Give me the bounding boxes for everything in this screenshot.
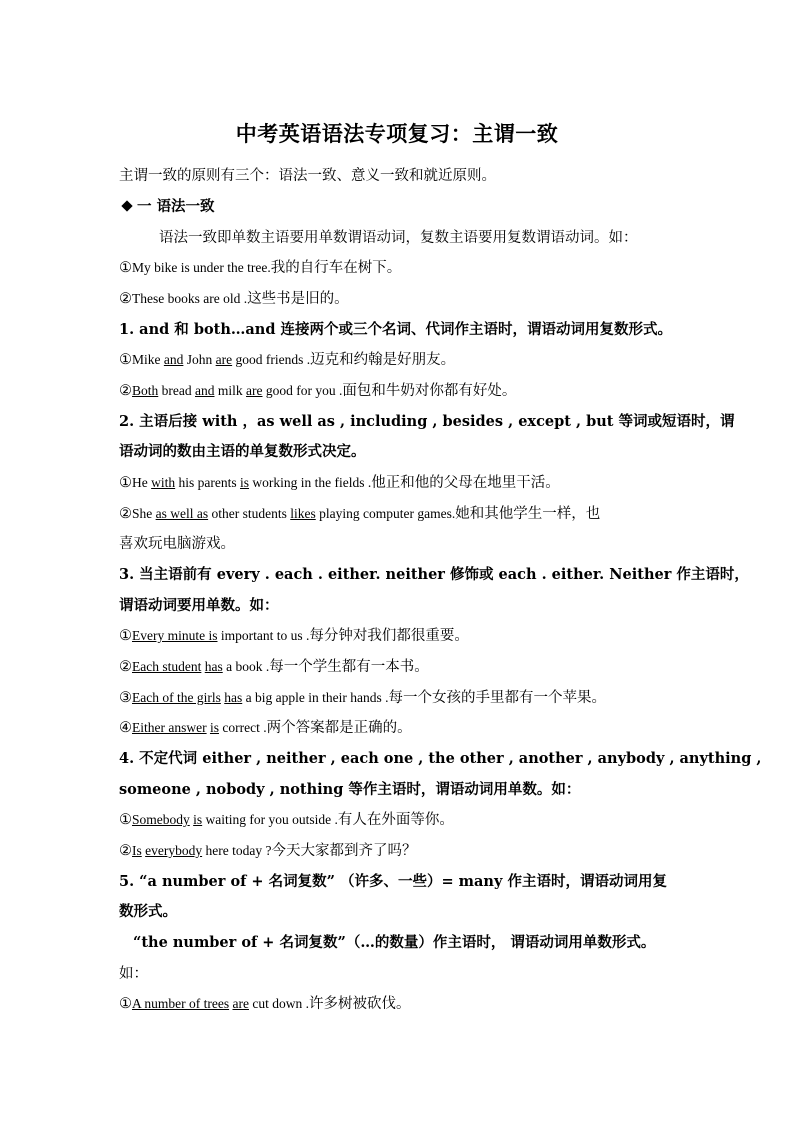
example-chinese: 每分钟对我们都很重要。 [309, 628, 469, 644]
underlined-word: has [204, 659, 223, 674]
example-english: My bike is under the tree. [132, 260, 271, 275]
underlined-word: are [232, 996, 249, 1011]
example-line [119, 657, 679, 677]
example-text: good for you . [262, 383, 343, 398]
example-line [119, 810, 679, 830]
example-chinese: 她和其他学生一样，也 [455, 506, 601, 522]
example-number: ① [119, 352, 132, 368]
example-text: a book . [222, 659, 270, 674]
page-title: 中考英语语法专项复习：主谓一致 [235, 121, 559, 146]
example-text: correct . [218, 720, 267, 735]
example-line [119, 350, 679, 370]
section-marker: 一 [137, 198, 152, 215]
example-line [119, 381, 679, 401]
underlined-word: has [224, 690, 243, 705]
example-chinese: 我的自行车在树下。 [270, 260, 402, 276]
rule-heading: 1. and 和 both…and 连接两个或三个名词、代词作主语时，谓语动词用复数形式。 [119, 321, 673, 338]
example-continuation: 喜欢玩电脑游戏。 [119, 536, 235, 552]
underlined-word: Either answer [132, 720, 207, 735]
example-line [119, 688, 679, 708]
example-chinese: 这些书是旧的。 [247, 291, 349, 307]
rule-heading: 谓语动词要用单数。如： [119, 597, 279, 614]
example-number: ② [119, 291, 132, 307]
example-number: ③ [119, 690, 132, 706]
example-text: Mike [132, 352, 164, 367]
example-text: John [183, 352, 216, 367]
example-number: ④ [119, 720, 132, 736]
underlined-word: with [151, 475, 176, 490]
example-number: ① [119, 812, 132, 828]
example-text: working in the fields . [249, 475, 372, 490]
underlined-word: Each of the girls [132, 690, 221, 705]
example-line [119, 626, 679, 646]
underlined-word: and [195, 383, 215, 398]
example-line [119, 258, 679, 278]
underlined-word: as well as [155, 506, 209, 521]
example-english: These books are old . [132, 291, 248, 306]
example-line [119, 289, 679, 309]
underlined-word: Both [132, 383, 159, 398]
example-number: ① [119, 996, 132, 1012]
example-number: ② [119, 383, 132, 399]
example-chinese: 有人在外面等你。 [337, 812, 454, 828]
example-line [119, 718, 679, 738]
example-text: waiting for you outside . [202, 812, 338, 827]
example-text: cut down . [248, 996, 309, 1011]
example-number: ② [119, 659, 132, 675]
underlined-word: Each student [132, 659, 202, 674]
underlined-word: Every minute [132, 628, 209, 643]
underlined-word: likes [290, 506, 316, 521]
underlined-word: Somebody [132, 812, 190, 827]
example-chinese: 面包和牛奶对你都有好处。 [342, 383, 517, 399]
section-description: 语法一致即单数主语要用单数谓语动词，复数主语要用复数谓语动词。如： [159, 230, 638, 246]
rule-heading: 语动词的数由主语的单复数形式决定。 [119, 443, 366, 460]
rule-heading: 4. 不定代词 either , neither , each one , the other , another , anybody , anything , [119, 750, 762, 767]
example-text: playing computer games. [315, 506, 456, 521]
example-number: ① [119, 628, 132, 644]
underlined-word: is [240, 475, 250, 490]
example-chinese: 许多树被砍伐。 [308, 996, 411, 1012]
example-chinese: 迈克和约翰是好朋友。 [310, 352, 456, 368]
underlined-word: are [215, 352, 233, 367]
underlined-word: is [209, 720, 219, 735]
example-text: She [132, 506, 156, 521]
underlined-word: and [163, 352, 184, 367]
example-text: his parents [175, 475, 241, 490]
rule-heading: 数形式。 [119, 903, 177, 920]
example-text: good friends . [232, 352, 311, 367]
example-text: a big apple in their hands . [242, 690, 389, 705]
example-text: important to us . [217, 628, 310, 643]
underlined-word: A number of trees [132, 996, 230, 1011]
rule-heading: “the number of + 名词复数”（…的数量）作主语时， 谓语动词用单数形式。 [133, 934, 656, 951]
example-text: He [132, 475, 152, 490]
rule-heading: someone , nobody , nothing 等作主语时，谓语动词用单数。如： [119, 781, 581, 798]
underlined-word: are [246, 383, 263, 398]
underlined-word: is [193, 812, 203, 827]
example-number: ① [119, 260, 132, 276]
rule-heading: 3. 当主语前有 every . each . either. neither 修饰或 each . either. Neither 作主语时， [119, 566, 749, 583]
rule-heading: 2. 主语后接 with ，as well as , including , besides , except , but 等词或短语时，谓 [119, 413, 735, 430]
underlined-word: everybody [145, 843, 203, 858]
underlined-word: Is [132, 843, 142, 858]
example-text: other students [208, 506, 291, 521]
example-chinese: 他正和他的父母在地里干活。 [371, 475, 560, 491]
example-text: milk [214, 383, 247, 398]
example-chinese: 今天大家都到齐了吗？ [271, 843, 417, 859]
example-chinese: 每一个学生都有一本书。 [269, 659, 429, 675]
example-line [119, 473, 679, 493]
example-line [119, 841, 679, 861]
intro-paragraph: 主谓一致的原则有三个：语法一致、意义一致和就近原则。 [119, 168, 496, 184]
example-chinese: 每一个女孩的手里都有一个苹果。 [388, 690, 606, 706]
rule-continuation: 如： [119, 966, 148, 982]
section-heading-text: 语法一致 [156, 198, 215, 215]
example-number: ② [119, 506, 132, 522]
example-number: ① [119, 475, 132, 491]
example-text: bread [158, 383, 195, 398]
example-line [119, 504, 679, 524]
diamond-bullet-icon [121, 200, 132, 211]
example-line [119, 994, 679, 1014]
example-number: ② [119, 843, 132, 859]
rule-heading: 5. “a number of + 名词复数” （许多、一些）= many 作主语时，谓语动词用复 [119, 873, 667, 890]
example-chinese: 两个答案都是正确的。 [266, 720, 412, 736]
section-heading [119, 197, 679, 217]
underlined-word: is [208, 628, 218, 643]
example-text: here today ? [202, 843, 272, 858]
